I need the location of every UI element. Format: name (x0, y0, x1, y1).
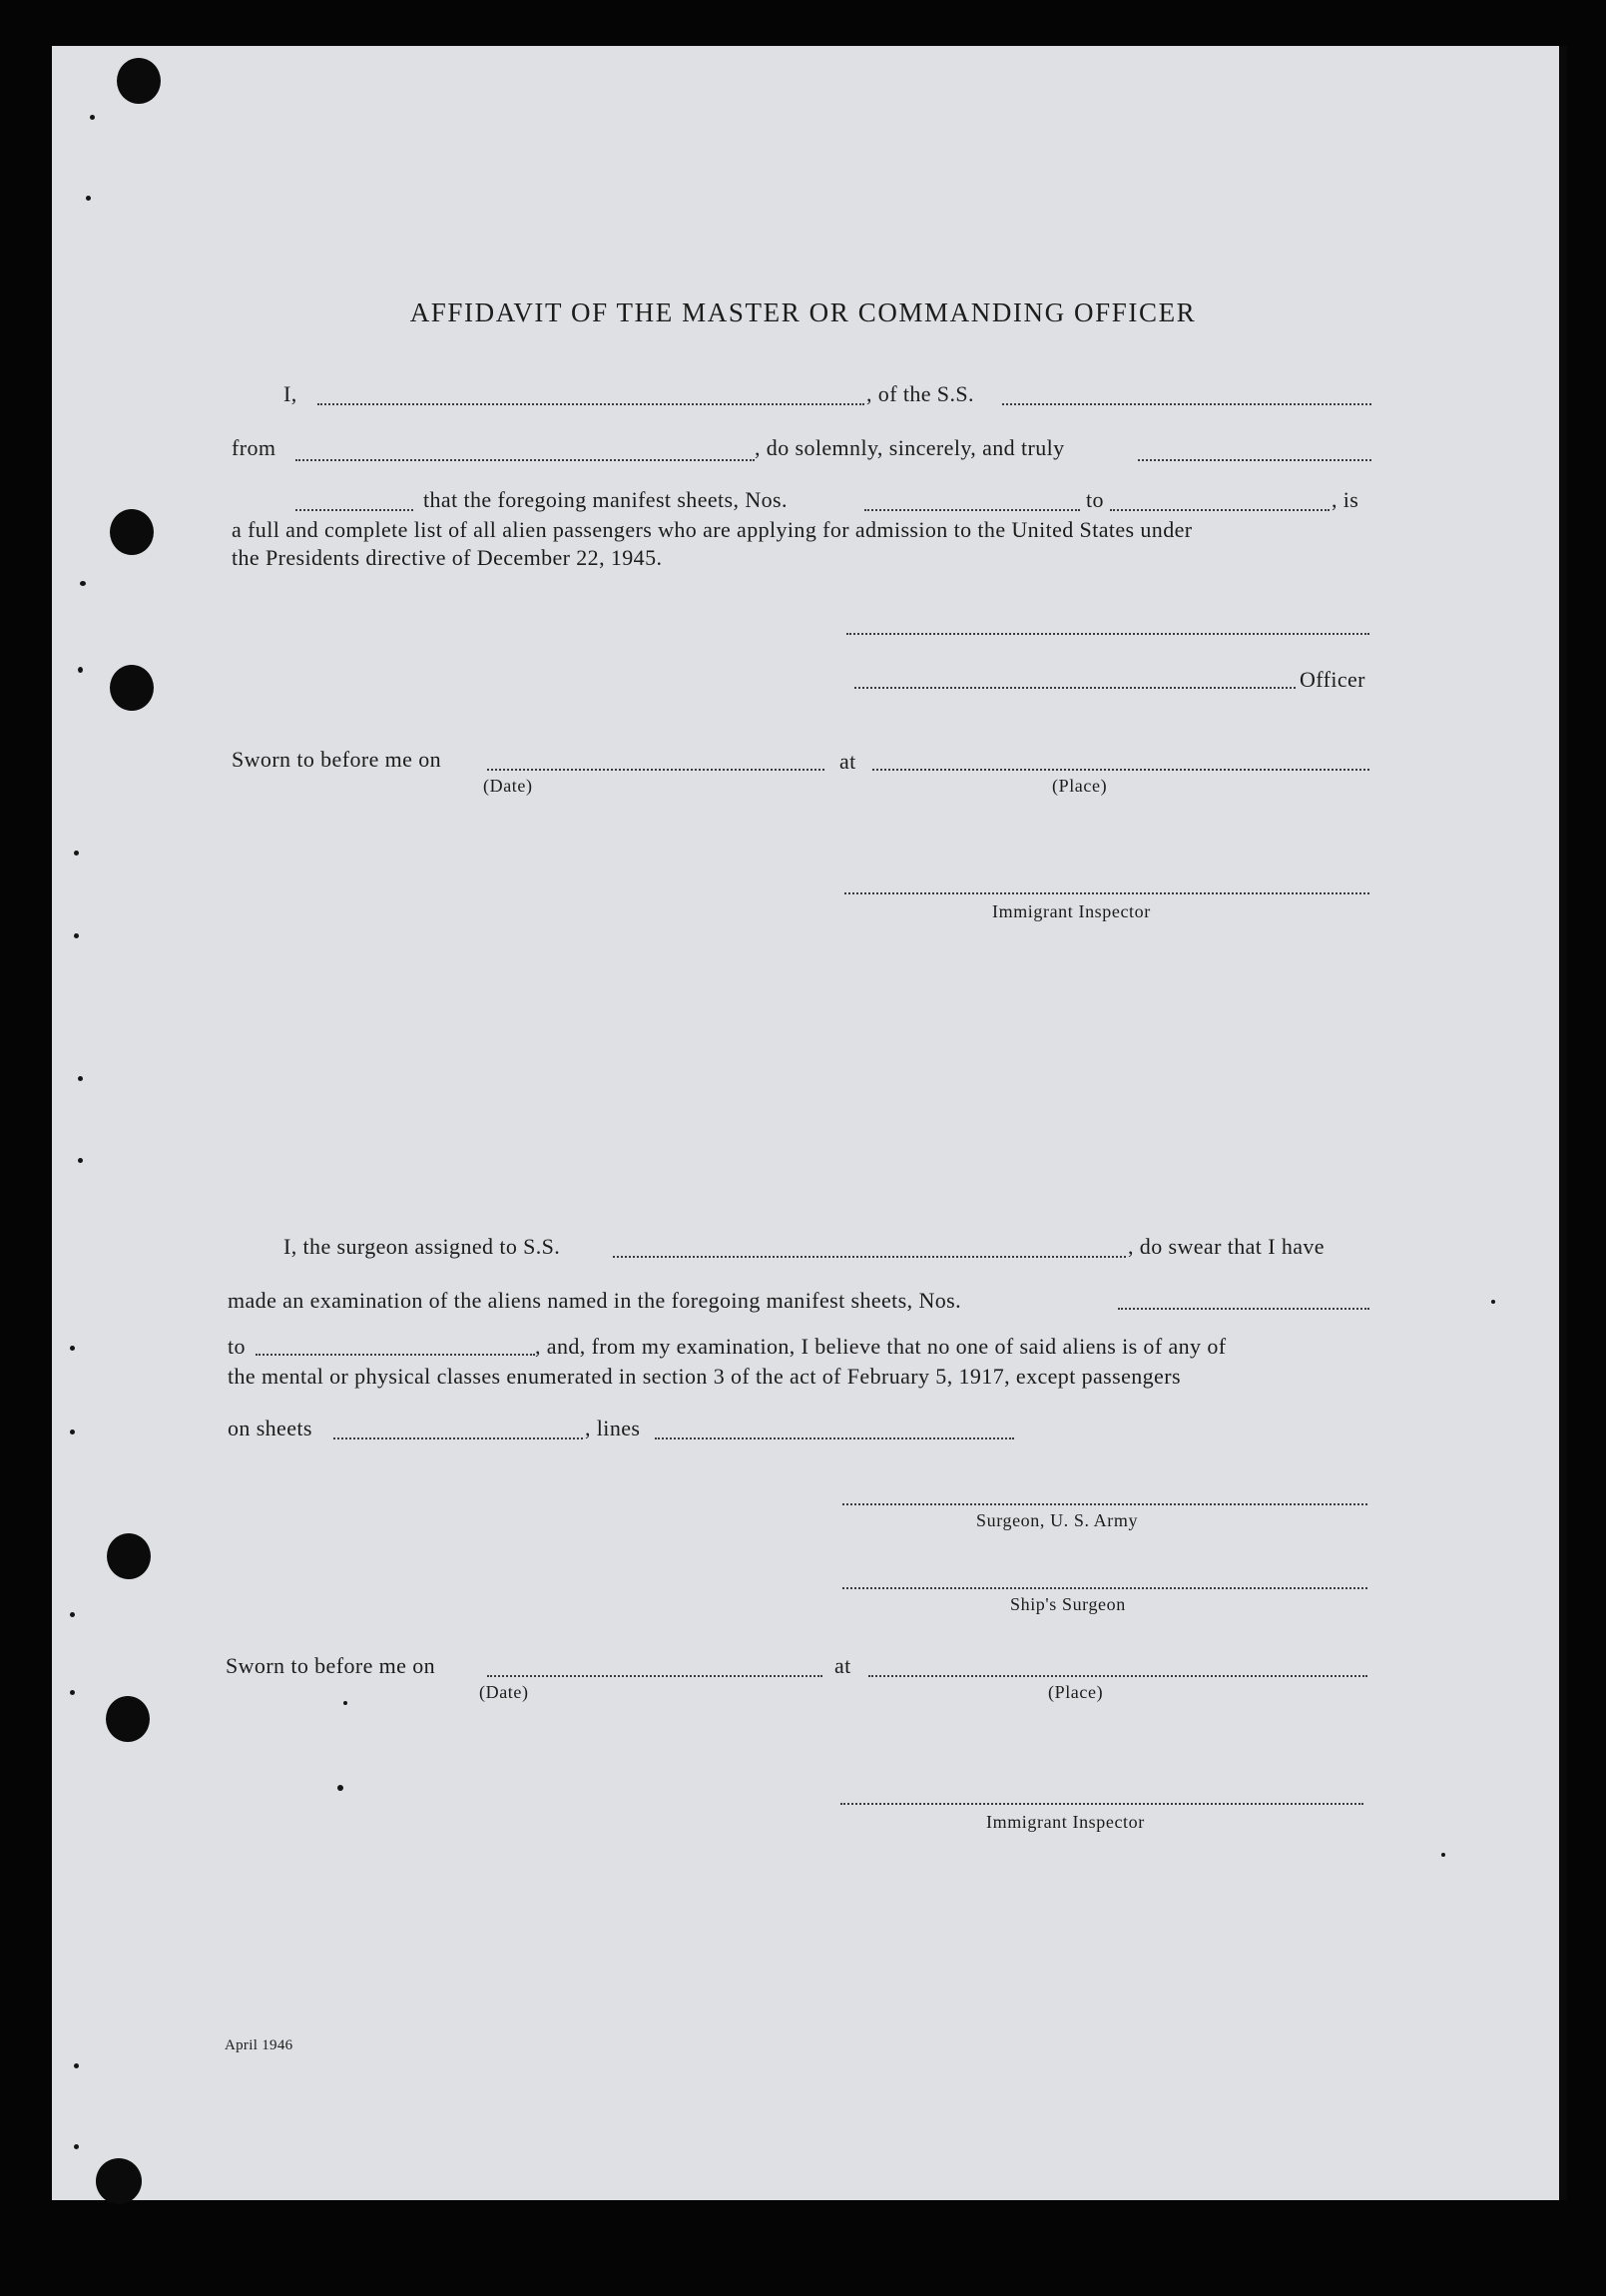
master-sworn-date-field[interactable] (487, 769, 824, 771)
surgeon-sheets-from-field[interactable] (1118, 1308, 1369, 1310)
master-oath-continued-field[interactable] (295, 509, 413, 511)
punch-hole-icon (96, 2158, 142, 2204)
master-oath-field[interactable] (1138, 459, 1371, 461)
surgeon-intro-label: I, the surgeon assigned to S.S. (283, 1234, 561, 1259)
surgeon-inspector-signature-field[interactable] (840, 1803, 1363, 1805)
punch-hole-icon (106, 1696, 150, 1742)
surgeon-sheets-to-field[interactable] (256, 1354, 535, 1356)
document-page (52, 46, 1567, 2200)
margin-speck (74, 933, 79, 938)
margin-speck (90, 115, 95, 120)
surgeon-sworn-place-field[interactable] (868, 1675, 1367, 1677)
margin-speck (86, 196, 91, 201)
master-sheets-from-field[interactable] (864, 509, 1080, 511)
surgeon-belief-label: , and, from my examination, I believe that no one of said aliens is of any of (535, 1334, 1227, 1359)
master-from-field[interactable] (295, 459, 755, 461)
margin-speck (78, 1076, 83, 1081)
margin-speck (78, 1158, 83, 1163)
surgeon-date-caption: (Date) (479, 1682, 529, 1702)
surgeon-lines-label: , lines (585, 1416, 641, 1440)
margin-speck (70, 1690, 75, 1695)
master-place-caption: (Place) (1052, 776, 1108, 796)
page-title: AFFIDAVIT OF THE MASTER OR COMMANDING OFFICER (409, 297, 1197, 327)
surgeon-sworn-label: Sworn to before me on (226, 1653, 436, 1678)
master-sworn-place-field[interactable] (872, 769, 1369, 771)
master-is-label: , is (1332, 487, 1359, 512)
ship-surgeon-signature-field[interactable] (842, 1587, 1367, 1589)
master-of-ss-label: , of the S.S. (866, 381, 974, 406)
margin-speck (74, 2144, 79, 2149)
surgeon-sworn-date-field[interactable] (487, 1675, 822, 1677)
form-date: April 1946 (225, 2037, 293, 2053)
army-surgeon-label: Surgeon, U. S. Army (976, 1510, 1139, 1530)
officer-label: Officer (1300, 667, 1365, 692)
margin-speck (1441, 1853, 1445, 1857)
surgeon-place-caption: (Place) (1048, 1682, 1104, 1702)
master-inspector-signature-field[interactable] (844, 892, 1369, 894)
surgeon-exception-sheets-field[interactable] (333, 1437, 583, 1439)
margin-speck (74, 851, 79, 856)
master-body-line: a full and complete list of all alien passengers who are applying for admission to the United States under (232, 517, 1193, 542)
master-date-caption: (Date) (483, 776, 533, 796)
margin-speck (78, 667, 83, 673)
punch-hole-icon (107, 1533, 151, 1579)
master-to-label: to (1086, 487, 1104, 512)
master-sheets-to-field[interactable] (1110, 509, 1330, 511)
margin-speck (70, 1346, 75, 1351)
surgeon-to-label: to (228, 1334, 246, 1359)
officer-signature-line-2[interactable] (854, 687, 1296, 689)
margin-speck (70, 1430, 75, 1435)
punch-hole-icon (117, 58, 161, 104)
margin-speck (337, 1785, 343, 1791)
surgeon-body-line: the mental or physical classes enumerated in section 3 of the act of February 5, 1917, except passengers (228, 1364, 1181, 1389)
page-edge-shadow (1559, 46, 1567, 2200)
ship-surgeon-label: Ship's Surgeon (1010, 1594, 1126, 1614)
surgeon-on-sheets-label: on sheets (228, 1416, 312, 1440)
margin-speck (80, 581, 86, 586)
margin-speck (1491, 1300, 1495, 1304)
master-inspector-label: Immigrant Inspector (992, 901, 1151, 921)
army-surgeon-signature-field[interactable] (842, 1503, 1367, 1505)
surgeon-examination-label: made an examination of the aliens named in the foregoing manifest sheets, Nos. (228, 1288, 961, 1313)
master-name-field[interactable] (317, 403, 864, 405)
surgeon-ship-name-field[interactable] (613, 1256, 1126, 1258)
master-at-label: at (839, 749, 856, 774)
punch-hole-icon (110, 665, 154, 711)
master-body-line: the Presidents directive of December 22, 1945. (232, 545, 663, 570)
master-from-label: from (232, 435, 276, 460)
margin-speck (70, 1612, 75, 1617)
punch-hole-icon (110, 509, 154, 555)
master-manifest-label: that the foregoing manifest sheets, Nos. (423, 487, 788, 512)
surgeon-exception-lines-field[interactable] (655, 1437, 1014, 1439)
officer-signature-line-1[interactable] (846, 633, 1369, 635)
margin-speck (74, 2063, 79, 2068)
surgeon-inspector-label: Immigrant Inspector (986, 1812, 1145, 1832)
master-sworn-label: Sworn to before me on (232, 747, 442, 772)
surgeon-at-label: at (834, 1653, 851, 1678)
master-ship-name-field[interactable] (1002, 403, 1371, 405)
surgeon-swear-label: , do swear that I have (1128, 1234, 1325, 1259)
master-i-label: I, (283, 381, 297, 406)
margin-speck (343, 1701, 347, 1705)
master-solemnly-label: , do solemnly, sincerely, and truly (755, 435, 1065, 460)
